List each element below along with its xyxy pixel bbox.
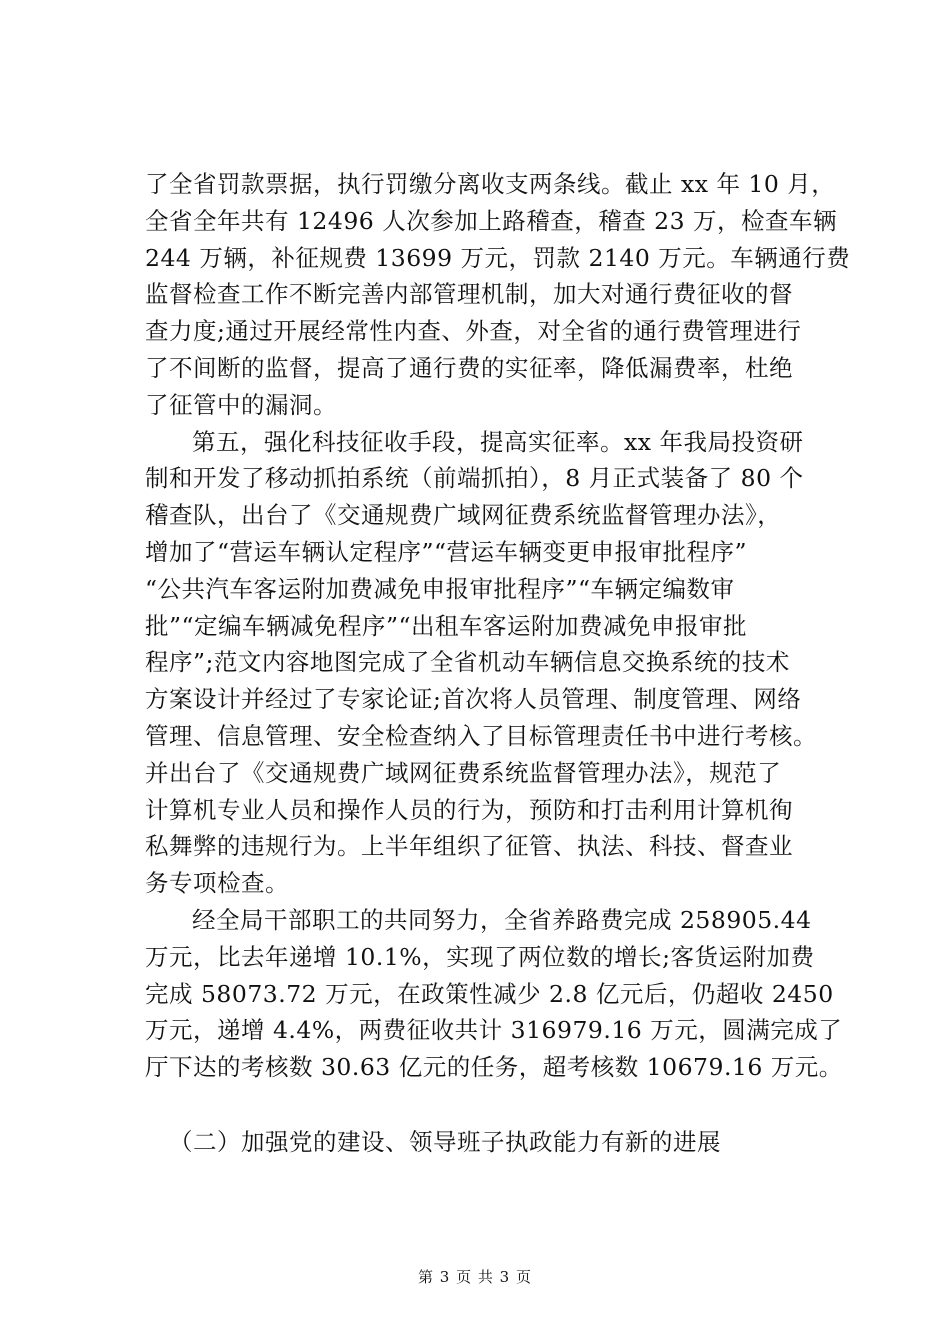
text-line: 了全省罚款票据，执行罚缴分离收支两条线。截止 xx 年 10 月， <box>145 170 836 198</box>
document-body <box>145 166 851 1161</box>
text-line: 了征管中的漏洞。 <box>145 390 337 419</box>
text-line: 制和开发了移动抓拍系统（前端抓拍），8 月正式装备了 80 个 <box>145 464 804 493</box>
text-line: 万元，比去年递增 10.1%，实现了两位数的增长;客货运附加费 <box>145 942 815 971</box>
text-line: 批”“定编车辆减免程序”“出租车客运附加费减免申报审批 <box>145 611 748 640</box>
text-line: 方案设计并经过了专家论证;首次将人员管理、制度管理、网络 <box>145 685 802 714</box>
section-heading: （二）加强党的建设、领导班子执政能力有新的进展 <box>169 1127 721 1156</box>
text-line: 万元，递增 4.4%，两费征收共计 316979.16 万元，圆满完成了 <box>145 1016 843 1045</box>
text-line: 程序”;范文内容地图完成了全省机动车辆信息交换系统的技术 <box>145 648 790 677</box>
page-footer <box>0 1266 950 1287</box>
text-line: 管理、信息管理、安全检查纳入了目标管理责任书中进行考核。 <box>145 721 817 750</box>
text-line: 私舞弊的违规行为。上半年组织了征管、执法、科技、督查业 <box>145 832 793 861</box>
text-line: “公共汽车客运附加费减免申报审批程序”“车辆定编数审 <box>145 574 735 603</box>
text-line: 稽查队，出台了《交通规费广域网征费系统监督管理办法》， <box>145 501 782 530</box>
text-line: 计算机专业人员和操作人员的行为，预防和打击利用计算机徇 <box>145 795 793 824</box>
section-gap <box>145 1086 805 1124</box>
page-number-label: 第 3 页 共 3 页 <box>418 1268 532 1286</box>
text-line: 并出台了《交通规费广域网征费系统监督管理办法》，规范了 <box>145 758 782 787</box>
paragraph-start-line: 第五，强化科技征收手段，提高实征率。xx 年我局投资研 <box>192 427 804 456</box>
text-line: 完成 58073.72 万元，在政策性减少 2.8 亿元后，仍超收 2450 <box>145 979 834 1008</box>
text-line: 了不间断的监督，提高了通行费的实征率，降低漏费率，杜绝 <box>145 353 793 382</box>
text-line: 厅下达的考核数 30.63 亿元的任务，超考核数 10679.16 万元。 <box>145 1053 843 1082</box>
text-line: 244 万辆，补征规费 13699 万元，罚款 2140 万元。车辆通行费 <box>145 243 851 272</box>
text-line: 增加了“营运车辆认定程序”“营运车辆变更申报审批程序” <box>145 537 748 566</box>
text-line: 查力度;通过开展经常性内查、外查，对全省的通行费管理进行 <box>145 317 802 346</box>
text-line: 全省全年共有 12496 人次参加上路稽查，稽查 23 万，检查车辆 <box>145 206 838 235</box>
text-line: 务专项检查。 <box>145 869 289 898</box>
text-line: 监督检查工作不断完善内部管理机制，加大对通行费征收的督 <box>145 280 793 309</box>
paragraph-start-line: 经全局干部职工的共同努力，全省养路费完成 258905.44 <box>192 905 812 934</box>
